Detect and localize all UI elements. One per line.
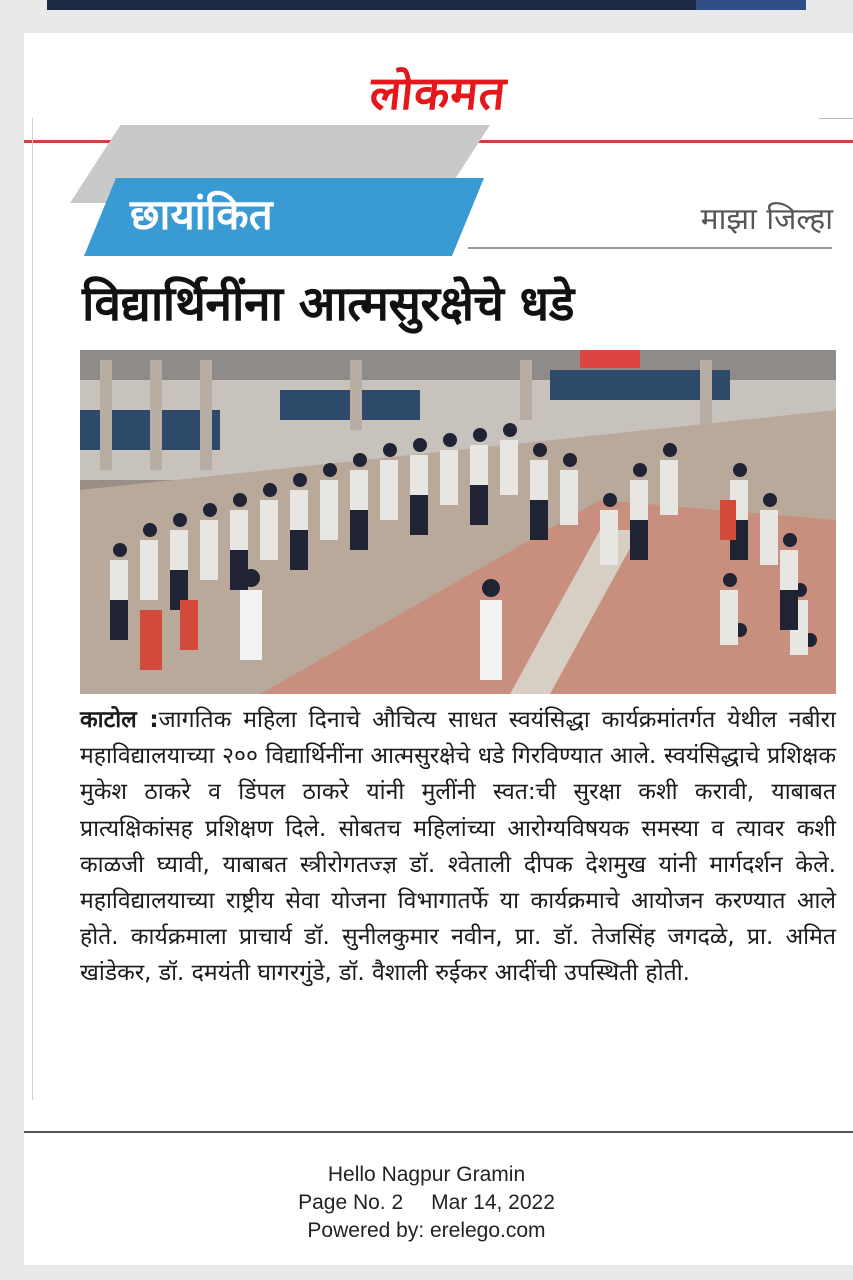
section-tag-text: छायांकित: [130, 190, 273, 239]
dateline: काटोल :: [80, 707, 159, 733]
strip-accent: [696, 0, 806, 10]
previous-page-strip: [47, 0, 806, 10]
footer-rule: [24, 1131, 853, 1133]
section-rule: [468, 247, 832, 249]
edition-name: Hello Nagpur Gramin: [327, 1163, 526, 1186]
lokmat-logo: लोकमत: [367, 66, 510, 120]
article-photo: [80, 350, 836, 694]
corner-mark: [819, 118, 853, 119]
section-label: माझा जिल्हा: [700, 202, 833, 237]
page-number: Page No. 2: [298, 1191, 404, 1214]
headline: विद्यार्थिनींना आत्मसुरक्षेचे धडे: [82, 276, 574, 332]
article-text: जागतिक महिला दिनाचे औचित्य साधत स्वयंसिद्धा कार्यक्रमांतर्गत येथील नबीरा महाविद्यालयाच्या २०० विद्यार्थिनींना आत्मसुरक्षेचे धडे गिरविण्यात आले. स्वयंसिद्धाचे प्रशिक्षक मुकेश ठाकरे व डिंपल ठाकरे यांनी मुलींनी स्वत:ची सुरक्षा कशी करावी, याबाबत प्रात्यक्षिकांसह प्रशिक्षण दिले. सोबतच महिलांच्या आरोग्यविषयक समस्या व त्यावर कशी काळजी घ्यावी, याबाबत स्त्रीरोगतज्ज्ञ डॉ. श्वेताली दीपक देशमुख यांनी मार्गदर्शन केले. महाविद्यालयाच्या राष्ट्रीय सेवा योजना विभागातर्फे या कार्यक्रमाचे आयोजन करण्यात आले होते. कार्यक्रमाला प्राचार्य डॉ. सुनीलकुमार नवीन, प्रा. डॉ. तेजसिंह जगदळे, प्रा. अमित खांडेकर, डॉ. दमयंती घागरगुंडे, डॉ. वैशाली रुईकर आदींची उपस्थिती होती.: [80, 707, 836, 987]
publish-date: Mar 14, 2022: [431, 1191, 555, 1214]
photo-illustration: [80, 350, 836, 694]
page-info: [0, 1191, 853, 1215]
powered-by: Powered by: erelego.com: [307, 1219, 546, 1242]
article-body: [80, 702, 836, 992]
